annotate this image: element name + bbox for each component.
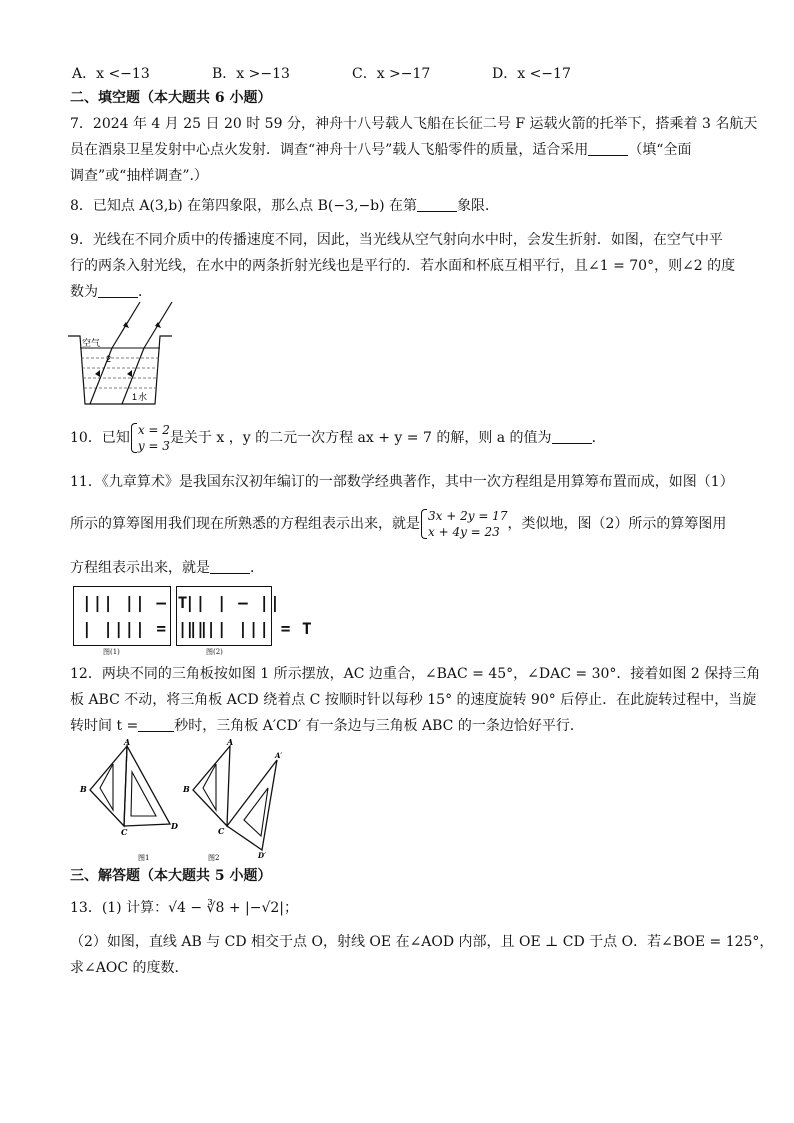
fig1-label-a: A bbox=[124, 737, 131, 747]
q10-tail: ． bbox=[591, 430, 606, 446]
q10-system bbox=[130, 420, 170, 456]
rod2-row2: |||| ||| = T bbox=[185, 619, 313, 638]
section3-heading: 三、解答题（本大题共 5 小题） bbox=[70, 868, 272, 884]
fig2-label-d-prime: D′ bbox=[258, 851, 266, 860]
label-air: 空气 bbox=[82, 338, 101, 348]
label-angle-2: 2 bbox=[106, 354, 112, 364]
q9-line1: 9．光线在不同介质中的传播速度不同，因此，当光线从空气射向水中时，会发生折射．如图，在空气中平 bbox=[70, 232, 723, 248]
q10-eq1: x = 2 bbox=[137, 423, 170, 437]
q13-line3: 求∠AOC 的度数． bbox=[70, 960, 189, 976]
q8-tail: 象限． bbox=[457, 198, 500, 214]
ray-arrow-4 bbox=[95, 370, 100, 377]
q11-line2 bbox=[70, 506, 726, 542]
q12-line1: 12．两块不同的三角板按如图 1 所示摆放，AC 边重合，∠BAC = 45°，∠DAC = 30°．接着如图 2 保持三角 bbox=[70, 666, 761, 682]
q10-eq2: y = 3 bbox=[137, 439, 170, 453]
option-a: A．x <−13 bbox=[72, 66, 150, 82]
counting-rod-figure-1 bbox=[73, 586, 210, 646]
rod1-row2: | |||| = ||| bbox=[82, 619, 210, 638]
q8-text: 8．已知点 A(3,b) 在第四象限，那么点 B(−3,−b) 在第 bbox=[70, 198, 418, 214]
q12-line3-tail: 秒时，三角板 A′CD′ 有一条边与三角板 ABC 的一条边恰好平行． bbox=[174, 718, 584, 734]
fig1-caption: 图1 bbox=[138, 854, 150, 862]
section2-heading: 二、填空题（本大题共 6 小题） bbox=[70, 90, 272, 106]
q11-line3-tail: ． bbox=[250, 560, 264, 576]
q10-line bbox=[70, 420, 606, 456]
fig2-triangle-a2cd2 bbox=[227, 760, 277, 850]
q7-line2-tail: （填“全面 bbox=[628, 142, 692, 158]
rod2-caption: 图(2) bbox=[206, 648, 223, 656]
counting-rod-figure-2 bbox=[176, 586, 313, 646]
refraction-figure bbox=[60, 300, 190, 410]
q11-line2-tail: ，类似地，图（2）所示的算筹图用 bbox=[507, 516, 727, 532]
q10-text-a: 10．已知 bbox=[70, 430, 130, 446]
q9-line3-tail: ． bbox=[138, 284, 152, 300]
q7-answer-blank[interactable] bbox=[588, 141, 628, 156]
triangle-figures bbox=[72, 736, 302, 864]
q7-line2 bbox=[70, 140, 691, 160]
q12-line3 bbox=[70, 716, 584, 736]
q8-line bbox=[70, 196, 499, 216]
ray-arrow-3 bbox=[127, 370, 132, 377]
q11-line3 bbox=[70, 558, 264, 578]
q7-line3: 调查”或“抽样调查”.） bbox=[70, 168, 208, 184]
q12-line2: 板 ABC 不动，将三角板 ACD 绕着点 C 按顺时针以每秒 15° 的速度旋转 90° 后停止．在此旋转过程中，当旋 bbox=[70, 692, 757, 708]
q11-line3-text: 方程组表示出来，就是 bbox=[70, 560, 210, 576]
q8-answer-blank[interactable] bbox=[417, 197, 457, 212]
q11-eq1: 3x + 2y = 17 bbox=[428, 509, 508, 523]
q13-line1: 13．(1) 计算：√4 − ∛8 + |−√2|； bbox=[70, 900, 299, 916]
fig2-label-b: B bbox=[183, 784, 190, 794]
fig1-label-b: B bbox=[80, 784, 87, 794]
option-d: D．x <−17 bbox=[492, 66, 571, 82]
q10-answer-blank[interactable] bbox=[552, 429, 592, 444]
q11-line2-text: 所示的算筹图用我们现在所熟悉的方程组表示出来，就是 bbox=[70, 516, 420, 532]
fig2-caption: 图2 bbox=[208, 854, 220, 862]
q11-system bbox=[420, 506, 507, 542]
q9-line2: 行的两条入射光线，在水中的两条折射光线也是平行的．若水面和杯底互相平行，且∠1 = 70°，则∠2 的度 bbox=[70, 258, 736, 274]
fig2-label-c: C bbox=[218, 826, 225, 836]
fig2-a2cd2-inner bbox=[244, 788, 268, 836]
q9-line3 bbox=[70, 282, 152, 302]
fig2-label-a-prime: A′ bbox=[275, 751, 283, 760]
q11-answer-blank[interactable] bbox=[210, 559, 250, 574]
option-b: B．x >−13 bbox=[212, 66, 290, 82]
q12-line3-text: 转时间 t = bbox=[70, 718, 139, 734]
q7-line2-text: 员在酒泉卫星发射中心点火发射．调查“神舟十八号”载人飞船零件的质量，适合采用 bbox=[70, 142, 589, 158]
q9-answer-blank[interactable] bbox=[98, 283, 138, 298]
rod2-row1: || | — || bbox=[185, 593, 281, 612]
fig2-label-a: A bbox=[227, 737, 234, 747]
rod1-caption: 图(1) bbox=[103, 648, 120, 656]
q10-text-b: 是关于 x ，y 的二元一次方程 ax + y = 7 的解，则 a 的值为 bbox=[169, 430, 552, 446]
label-angle-1: 1 bbox=[132, 392, 138, 402]
fig1-triangle-abc bbox=[90, 746, 127, 826]
q12-answer-blank[interactable] bbox=[138, 717, 174, 732]
option-c: C．x >−17 bbox=[352, 66, 431, 82]
fig2-triangle-abc bbox=[193, 746, 230, 826]
fig1-label-d: D bbox=[171, 821, 178, 831]
q13-line2: （2）如图，直线 AB 与 CD 相交于点 O，射线 OE 在∠AOD 内部，且 OE ⊥ CD 于点 O．若∠BOE = 125°， bbox=[70, 934, 774, 950]
q7-line1: 7．2024 年 4 月 25 日 20 时 59 分，神舟十八号载人飞船在长征二号 F 运载火箭的托举下，搭乘着 3 名航天 bbox=[70, 116, 758, 132]
ray-arrow-2 bbox=[155, 322, 161, 328]
q9-line3-text: 数为 bbox=[70, 284, 98, 300]
fig1-label-c: C bbox=[121, 827, 128, 837]
label-water: 水 bbox=[138, 392, 148, 402]
q11-eq2: x + 4y = 23 bbox=[428, 525, 500, 539]
q11-line1: 11．《九章算术》是我国东汉初年编订的一部数学经典著作，其中一次方程组是用算筹布置而成，如图（1） bbox=[70, 474, 734, 490]
rod1-row1: ||| || — T bbox=[82, 593, 189, 612]
fig1-acd-inner bbox=[131, 772, 156, 816]
ray-arrow-1 bbox=[123, 322, 129, 328]
